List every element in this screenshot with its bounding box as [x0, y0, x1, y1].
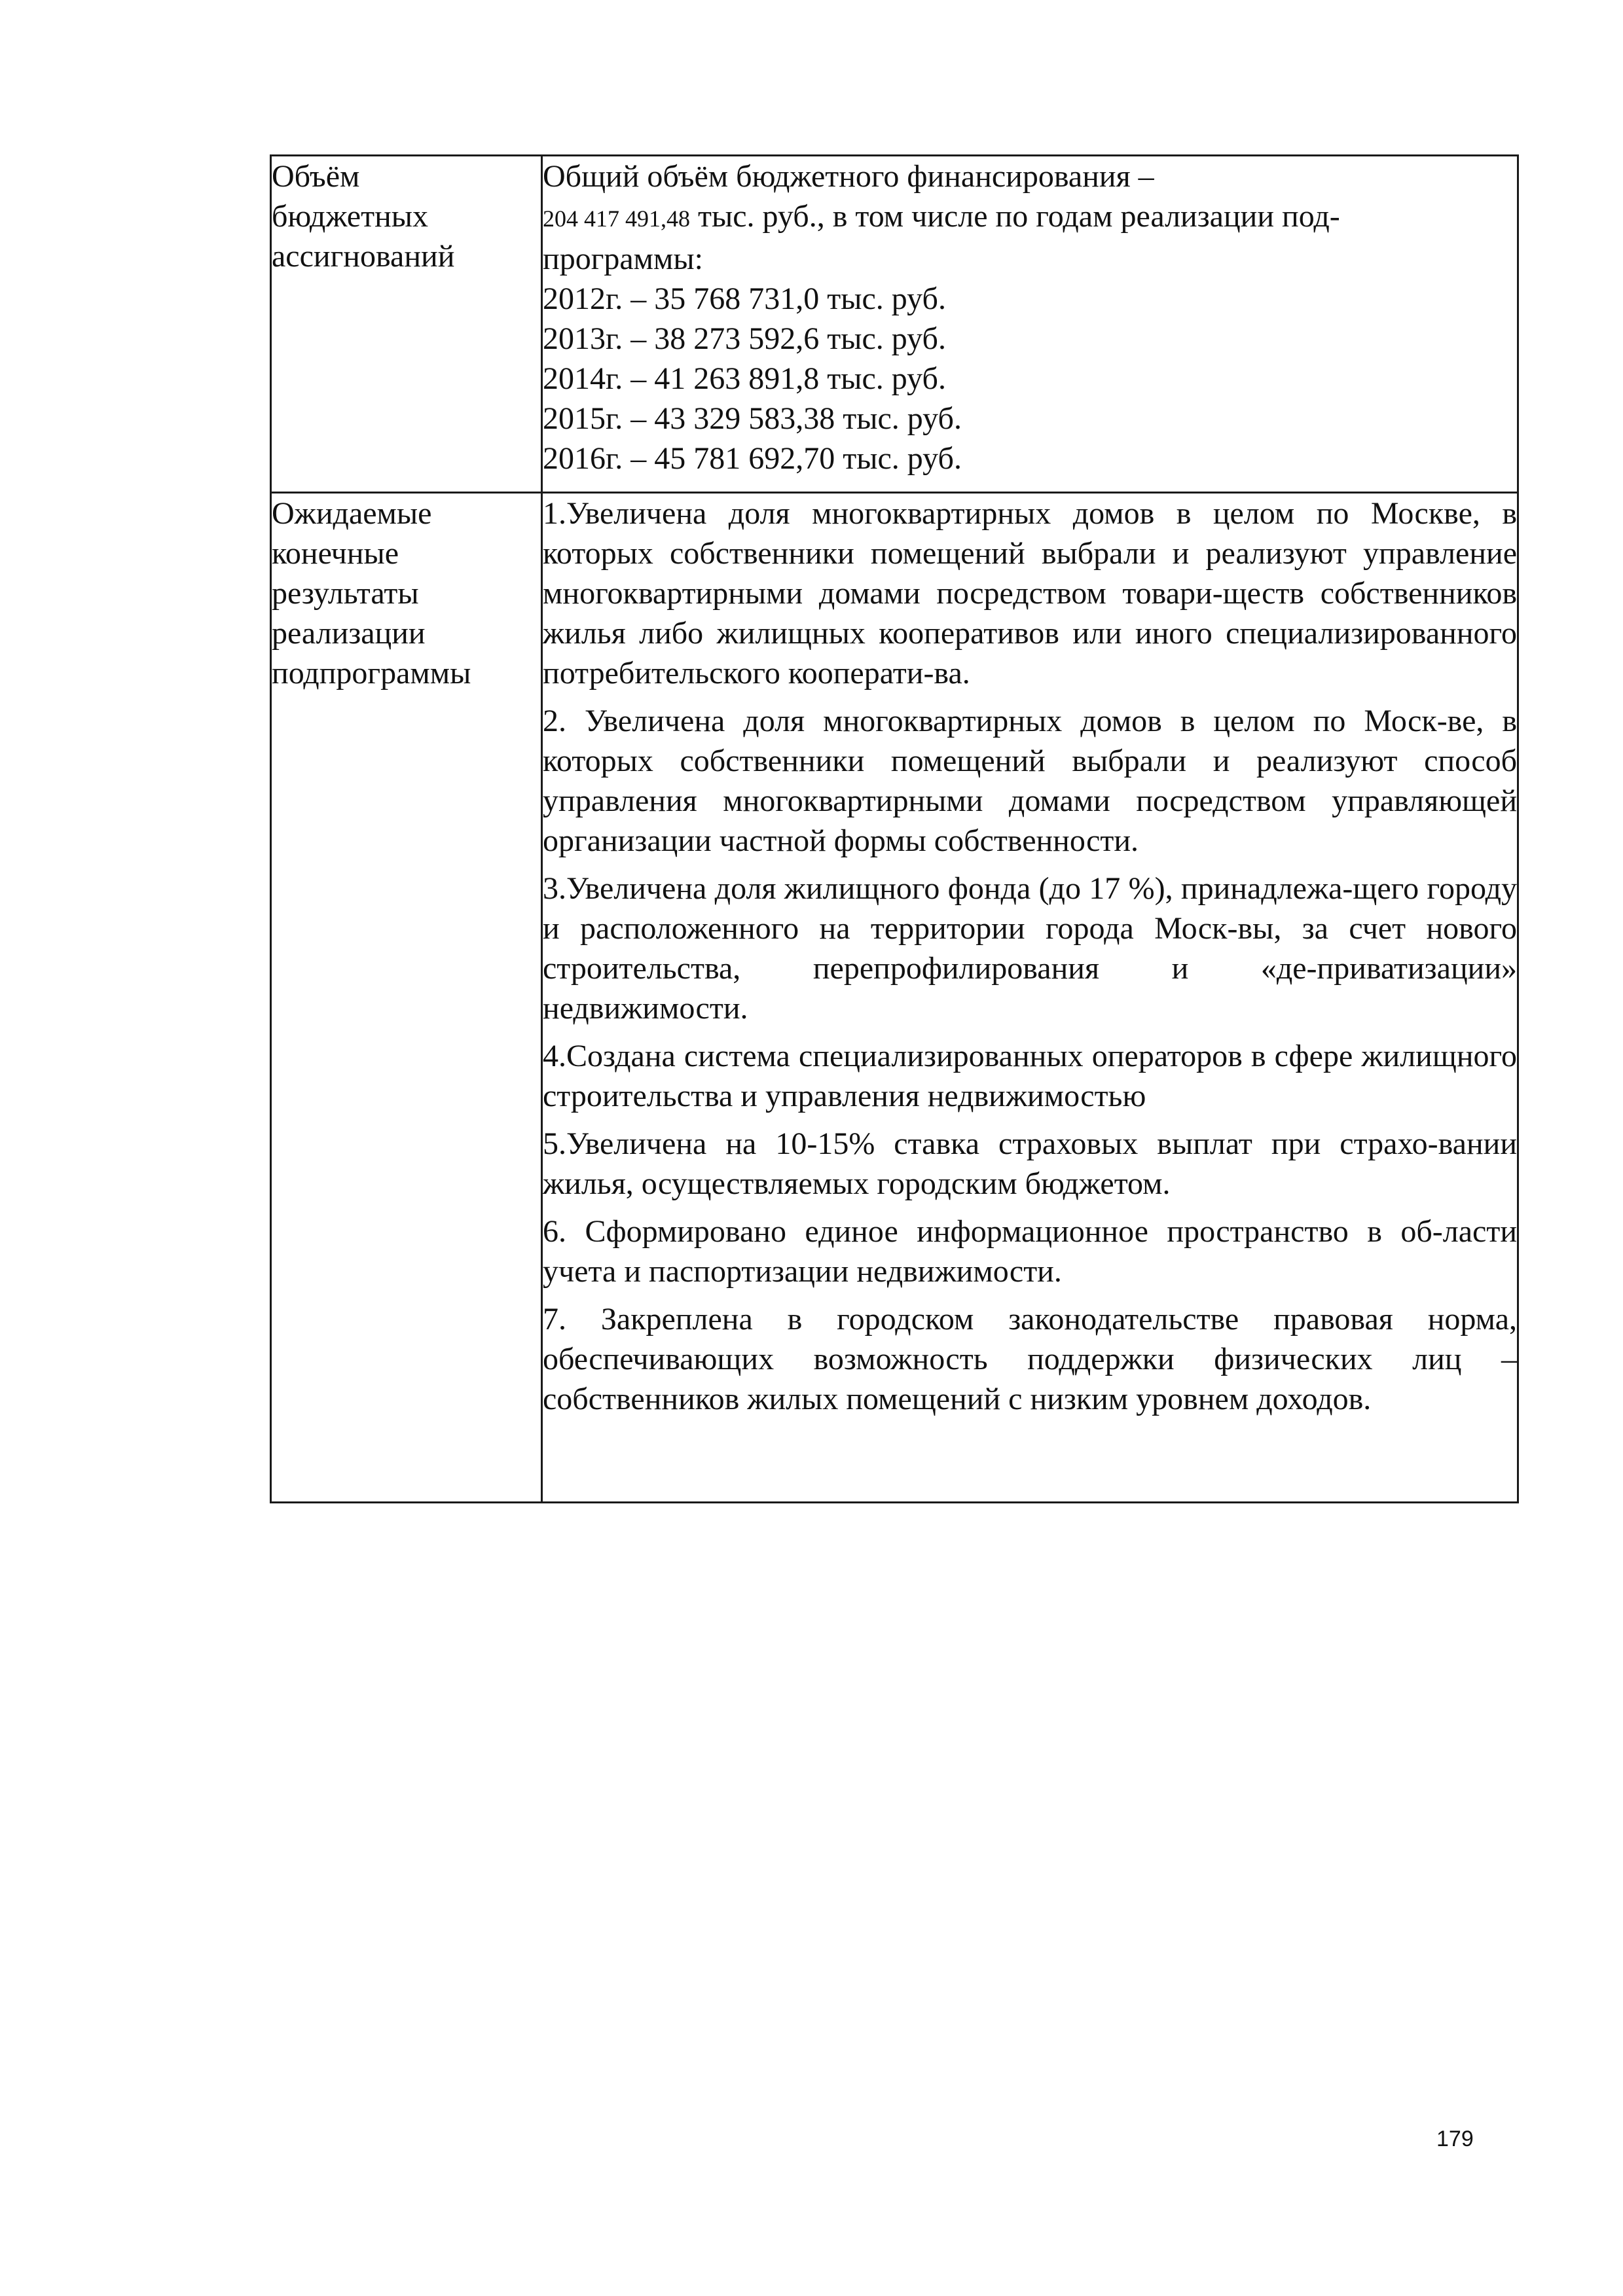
subprogram-passport-table	[270, 154, 1519, 1503]
budget-total-suffix: тыс. руб., в том числе по годам реализации под-	[690, 199, 1340, 234]
result-item-1: 1.Увеличена доля многоквартирных домов в целом по Москве, в которых собственники помещений выбрали и реализуют управление многоквартирными домами посредством товари-ществ собственников жилья либо жилищных кооперативов или иного специализированного потребительского кооперати-ва.	[543, 496, 1517, 691]
result-item-7: 7. Закреплена в городском законодательстве правовая норма, обеспечивающих возможность поддержки физических лиц – собственников жилых помещений с низким уровнем доходов.	[543, 1302, 1517, 1416]
row-label-line: бюджетных	[272, 199, 429, 234]
result-item-5: 5.Увеличена на 10-15% ставка страховых выплат при страхо-вании жилья, осуществляемых городским бюджетом.	[543, 1126, 1517, 1201]
budget-total-line	[543, 196, 1517, 239]
budget-year-2015: 2015г. – 43 329 583,38 тыс. руб.	[543, 401, 962, 436]
content-cell-results	[542, 493, 1518, 1503]
row-label-line: конечные	[272, 536, 399, 571]
page-number: 179	[1436, 2126, 1474, 2151]
budget-year-2012: 2012г. – 35 768 731,0 тыс. руб.	[543, 281, 946, 316]
budget-year-2016: 2016г. – 45 781 692,70 тыс. руб.	[543, 441, 962, 476]
row-label-line: подпрограммы	[272, 656, 471, 691]
result-item-2: 2. Увеличена доля многоквартирных домов в целом по Моск-ве, в которых собственники помещений выбрали и реализуют способ управления многоквартирными домами посредством управляющей организации частной формы собственности.	[543, 704, 1517, 858]
result-item-3: 3.Увеличена доля жилищного фонда (до 17 %), принадлежа-щего городу и расположенного на территории города Моск-вы, за счет нового строительства, перепрофилирования и «де-приватизации» недвижимости.	[543, 871, 1517, 1026]
row-label-line: реализации	[272, 616, 426, 651]
budget-heading: Общий объём бюджетного финансирования –	[543, 159, 1154, 194]
row-label-line: ассигнований	[272, 239, 455, 274]
result-item-6: 6. Сформировано единое информационное пространство в об-ласти учета и паспортизации недвижимости.	[543, 1214, 1517, 1289]
row-label-line: Объём	[272, 159, 360, 194]
content-cell-budget	[542, 156, 1518, 493]
budget-total-amount: 204 417 491,48	[543, 206, 690, 232]
label-cell-results	[271, 493, 542, 1503]
budget-continuation: программы:	[543, 242, 704, 276]
result-item-4: 4.Создана система специализированных операторов в сфере жилищного строительства и управления недвижимостью	[543, 1039, 1517, 1113]
table-row-budget	[271, 156, 1518, 493]
row-label-line: Ожидаемые	[272, 496, 432, 531]
table-row-results	[271, 493, 1518, 1503]
budget-year-2013: 2013г. – 38 273 592,6 тыс. руб.	[543, 321, 946, 356]
budget-year-2014: 2014г. – 41 263 891,8 тыс. руб.	[543, 361, 946, 396]
row-label-line: результаты	[272, 576, 419, 611]
label-cell-budget	[271, 156, 542, 493]
